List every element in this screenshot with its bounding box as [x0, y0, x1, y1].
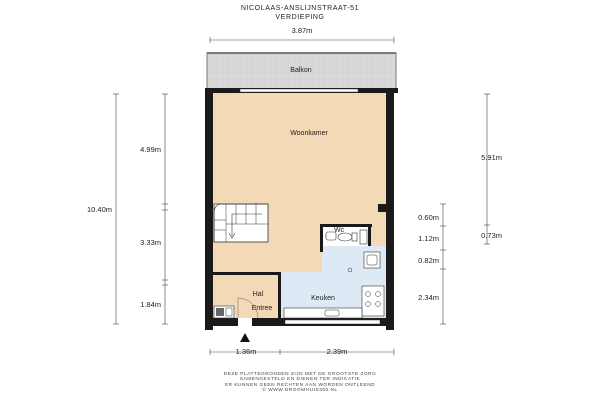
- room-label-living: Woonkamer: [290, 130, 328, 137]
- room-label-kitchen: Keuken: [311, 295, 335, 302]
- address-title: NICOLAAS-ANSLIJNSTRAAT-51: [240, 5, 360, 12]
- room-label-balcony: Balkon: [290, 67, 312, 74]
- room-label-wc: Wc: [333, 227, 345, 234]
- dim-bottom-right: 2.39m: [326, 347, 348, 356]
- dim-right-small-b: 0.73m: [481, 231, 502, 240]
- dim-right-small-a: 0.60m: [418, 213, 439, 222]
- dim-left-middle: 3.33m: [140, 238, 161, 247]
- dim-left-total: 10.40m: [86, 205, 112, 214]
- dim-right-upper: 5.91m: [481, 153, 502, 162]
- entrance-arrow: [240, 333, 250, 342]
- disclaimer: [0, 372, 600, 394]
- disclaimer-line-2: SAMENGESTELD EN DIENEN TER INDICATIE: [239, 377, 361, 383]
- disclaimer-line-1: DEZE PLATTEGRONDEN ZIJN MET DE GROOTSTE ZORG: [223, 372, 377, 377]
- floor-title: VERDIEPING: [275, 14, 325, 21]
- dim-left-upper: 4.99m: [140, 145, 161, 154]
- balcony-window: [240, 89, 358, 92]
- dim-top-width: 3.87m: [291, 26, 313, 35]
- dim-right-wc: 1.12m: [418, 234, 439, 243]
- disclaimer-line-3: ER KUNNEN GEEN RECHTEN AAN WORDEN ONTLEEND: [224, 382, 376, 388]
- dim-right-mid: 0.82m: [418, 256, 439, 265]
- room-label-hall: Hal: [252, 291, 264, 298]
- dim-bottom-left: 1.36m: [235, 347, 257, 356]
- room-label-entrance: Entree: [251, 305, 273, 312]
- staircase: [214, 204, 268, 242]
- disclaimer-line-4: © WWW.DROOMHUIS360.NL: [262, 388, 338, 394]
- dim-right-lower: 2.34m: [418, 293, 439, 302]
- kitchen-window: [285, 320, 380, 324]
- meter-cupboard: [214, 306, 234, 318]
- dim-left-lower: 1.84m: [140, 300, 161, 309]
